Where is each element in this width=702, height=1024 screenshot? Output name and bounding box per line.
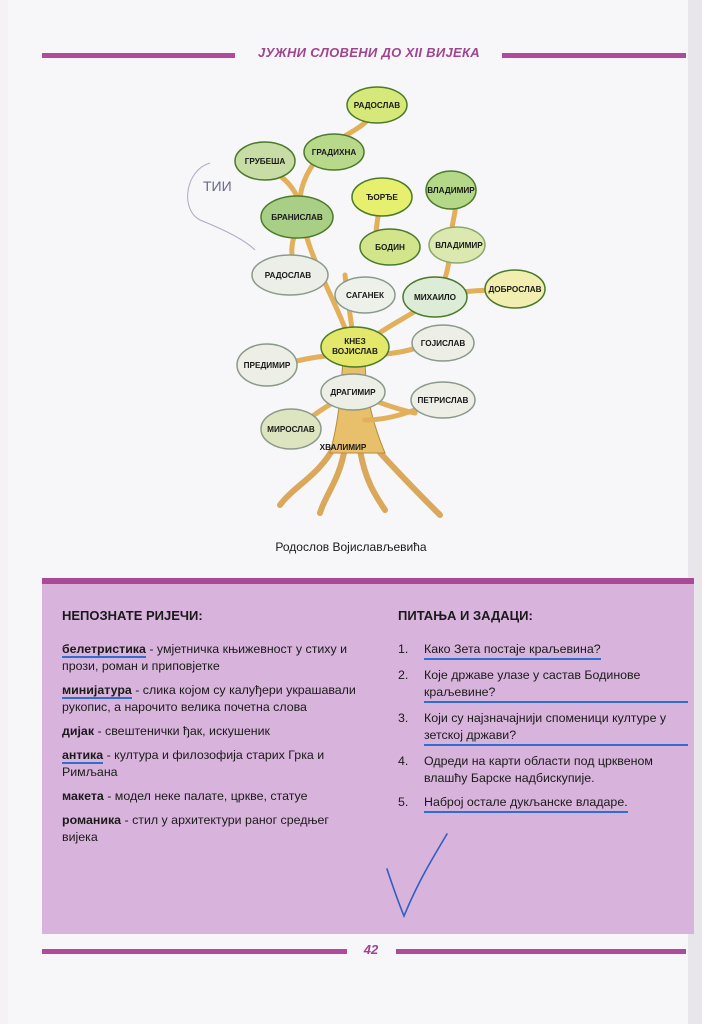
glossary-definition: - култура и филозофија старих Грка и Римљана (62, 748, 325, 779)
node-vojislav: ВОЈИСЛАВ (332, 347, 378, 356)
node-djordje: ЂОРЂЕ (366, 193, 398, 202)
question-number: 5. (398, 795, 409, 809)
node-bodin: БОДИН (375, 243, 405, 252)
question-item (398, 667, 688, 703)
node-radoslav-top: РАДОСЛАВ (353, 101, 401, 110)
question-item (398, 753, 688, 787)
question-number: 4. (398, 754, 409, 768)
glossary-term: дијак (62, 724, 95, 738)
family-tree-illustration (203, 75, 565, 530)
tree-canopies (235, 87, 545, 449)
handwritten-checkmark (382, 824, 462, 924)
question-item (398, 794, 688, 813)
question-number: 2. (398, 668, 409, 682)
chapter-title: ЈУЖНИ СЛОВЕНИ ДО XII ВИЈЕКА (257, 45, 481, 60)
question-item (398, 710, 688, 746)
node-branislav: БРАНИСЛАВ (271, 213, 323, 222)
unknown-words-title: НЕПОЗНАТЕ РИЈЕЧИ: (62, 608, 203, 623)
glossary-term: минијатура (62, 683, 132, 697)
node-petrislav: ПЕТРИСЛАВ (417, 396, 469, 405)
node-miroslav: МИРОСЛАВ (267, 425, 315, 434)
node-hvalimir: ХВАЛИМИР (319, 443, 367, 452)
node-grubesha: ГРУБЕША (244, 157, 286, 166)
node-mihailo: МИХАИЛО (413, 293, 457, 302)
glossary-entry (62, 812, 362, 846)
node-predimir: ПРЕДИМИР (243, 361, 291, 370)
glossary-definition: - свештенички ђак, искушеник (94, 724, 270, 738)
glossary-term: романика (62, 813, 122, 827)
questions-column (398, 608, 688, 820)
node-vladimir-1: ВЛАДИМИР (427, 186, 475, 195)
question-item (398, 641, 688, 660)
questions-title: ПИТАЊА И ЗАДАЦИ: (398, 608, 533, 623)
node-saganek: САГАНЕК (345, 291, 385, 300)
glossary-questions-box (42, 578, 694, 934)
question-text: Како Зета постаје краљевина? (424, 641, 601, 660)
glossary-term: макета (62, 789, 104, 803)
glossary-entry (62, 641, 362, 675)
glossary-definition: - модел неке палате, цркве, статуе (103, 789, 308, 803)
glossary-entry (62, 723, 362, 740)
figure-caption: Родослов Војислављевића (275, 540, 427, 554)
node-gojislav: ГОЈИСЛАВ (420, 339, 466, 348)
node-dragimir: ДРАГИМИР (330, 388, 376, 397)
unknown-words-column (62, 608, 362, 853)
glossary-entry (62, 788, 362, 805)
node-vladimir-2: ВЛАДИМИР (435, 241, 483, 250)
question-text: Који су најзначајнији споменици културе у зетској држави? (424, 710, 688, 746)
glossary-entry (62, 747, 362, 781)
glossary-entry (62, 682, 362, 716)
node-knez: КНЕЗ (344, 337, 366, 346)
glossary-definition: - слика којом су калуђери украшавали рукопис, а нарочито велика почетна слова (62, 683, 356, 714)
footer-rule-left (42, 949, 347, 954)
page-number: 42 (363, 942, 379, 957)
node-radoslav-mid: РАДОСЛАВ (264, 271, 312, 280)
header-rule-right (502, 53, 686, 58)
question-text: Које државе улазе у састав Бодинове краљевине? (424, 667, 688, 703)
question-text: Наброј остале дукљанске владаре. (424, 794, 628, 813)
footer-rule-right (396, 949, 686, 954)
node-gradihna: ГРАДИХНА (311, 148, 357, 157)
question-number: 3. (398, 711, 409, 725)
node-dobroslav: ДОБРОСЛАВ (488, 285, 542, 294)
glossary-term: белетристика (62, 642, 146, 656)
question-text: Одреди на карти области под црквеном влашћу Барске надбискупије. (424, 754, 653, 785)
header-rule-left (42, 53, 235, 58)
glossary-term: антика (62, 748, 104, 762)
glossary-definition: - умјетничка књижевност у стиху и прози, роман и приповјетке (62, 642, 348, 673)
question-number: 1. (398, 642, 409, 656)
tree-roots (280, 445, 440, 515)
glossary-definition: - стил у архитектури раног средњег вијека (62, 813, 329, 844)
scribble-text: TИИ (203, 178, 232, 194)
